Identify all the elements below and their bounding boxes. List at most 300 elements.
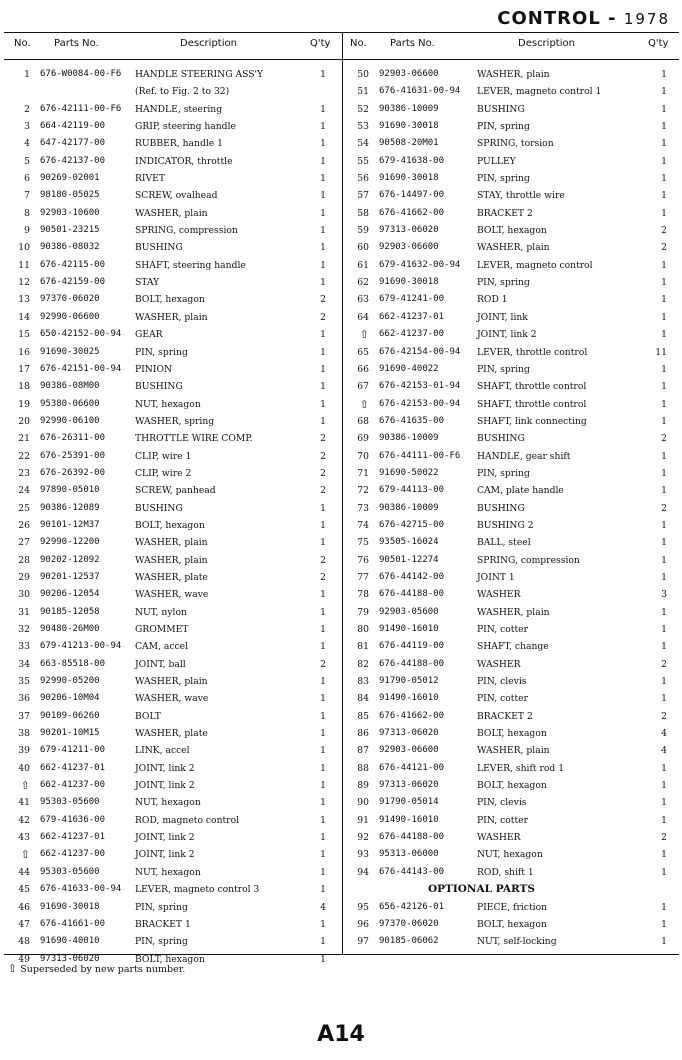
- item-number: 4: [24, 138, 30, 150]
- item-number: 90: [357, 797, 369, 809]
- part-description: NUT, hexagon: [135, 797, 201, 809]
- part-description: LINK, accel: [135, 745, 190, 757]
- table-row: [343, 760, 679, 777]
- quantity: 1: [320, 814, 326, 826]
- quantity: 1: [320, 415, 326, 427]
- header-qty: Q'ty: [310, 38, 331, 49]
- item-number: 24: [18, 485, 30, 497]
- item-number: 34: [18, 658, 30, 670]
- item-number: 83: [357, 676, 369, 688]
- part-description: THROTTLE WIRE COMP.: [135, 433, 253, 445]
- optional-parts-heading: OPTIONAL PARTS: [428, 883, 535, 896]
- table-row: [343, 673, 679, 690]
- part-number: 676-42154-00-94: [379, 346, 461, 357]
- part-number: 91690-40022: [379, 363, 439, 374]
- quantity: 1: [661, 693, 667, 705]
- part-number: 679-41636-00: [40, 814, 106, 825]
- part-description: STAY, throttle wire: [477, 190, 565, 202]
- part-description: GRIP, steering handle: [135, 121, 236, 133]
- table-row: [343, 517, 679, 534]
- quantity: 1: [661, 381, 667, 393]
- table-row: [4, 430, 342, 447]
- part-number: 90185-12058: [40, 606, 100, 617]
- table-row: [4, 222, 342, 239]
- item-number: 97: [357, 936, 369, 948]
- quantity: 1: [661, 277, 667, 289]
- table-row: [4, 205, 342, 222]
- part-number: 676-44188-00: [379, 658, 445, 669]
- quantity: 1: [661, 814, 667, 826]
- item-number: 61: [357, 259, 369, 271]
- quantity: 1: [320, 797, 326, 809]
- part-number: 90269-02001: [40, 173, 100, 184]
- part-description: SPRING, torsion: [477, 138, 554, 150]
- part-number: 676-26392-00: [40, 467, 106, 478]
- item-number: 95: [357, 901, 369, 913]
- table-row: [343, 274, 679, 291]
- part-description: BOLT, hexagon: [135, 294, 205, 306]
- table-row: [343, 187, 679, 204]
- table-row: [4, 309, 342, 326]
- part-description: JOINT, link 2: [135, 832, 195, 844]
- part-number: 97890-05010: [40, 485, 100, 496]
- item-number: 5: [24, 155, 30, 167]
- part-description: WASHER, plain: [477, 606, 550, 618]
- header-parts-no: Parts No.: [390, 38, 435, 49]
- item-number: 13: [18, 294, 30, 306]
- item-number: 40: [18, 762, 30, 774]
- table-row: [4, 899, 342, 916]
- part-description: WASHER: [477, 589, 521, 601]
- part-description: PULLEY: [477, 155, 516, 167]
- item-number: 44: [18, 866, 30, 878]
- table-row: [343, 465, 679, 482]
- item-number: 96: [357, 918, 369, 930]
- table-row: [4, 760, 342, 777]
- table-row: [343, 829, 679, 846]
- item-number: 10: [18, 242, 30, 254]
- part-description: GROMMET: [135, 624, 189, 635]
- part-description: BRACKET 1: [135, 918, 191, 930]
- item-number: 50: [357, 69, 369, 80]
- part-description: BUSHING: [477, 433, 525, 445]
- table-row: [343, 66, 679, 83]
- part-description: NUT, nylon: [135, 606, 187, 618]
- part-description: PIECE, friction: [477, 901, 548, 913]
- item-number: 19: [18, 398, 30, 410]
- part-number: 676-41635-00: [379, 415, 445, 426]
- table-row: [343, 413, 679, 430]
- item-number: 63: [357, 294, 369, 306]
- part-number: 92903-06600: [379, 242, 439, 253]
- item-number: 12: [18, 277, 30, 289]
- part-number: 679-44113-00: [379, 485, 445, 496]
- table-row: [343, 170, 679, 187]
- quantity: 1: [661, 519, 667, 531]
- quantity: 4: [320, 901, 326, 913]
- table-row: [4, 135, 342, 152]
- part-description: PIN, spring: [477, 173, 530, 185]
- table-row: [4, 690, 342, 707]
- item-number: 85: [357, 710, 369, 722]
- table-row: [4, 864, 342, 881]
- part-number: 662-41237-01: [40, 832, 106, 843]
- item-number: 45: [18, 884, 30, 896]
- quantity: 1: [320, 242, 326, 254]
- table-row: [343, 239, 679, 256]
- quantity: 1: [661, 69, 667, 80]
- table-row: [4, 552, 342, 569]
- quantity: 2: [661, 225, 667, 237]
- quantity: 1: [320, 398, 326, 410]
- part-number: 91690-40010: [40, 936, 100, 947]
- quantity: 1: [320, 381, 326, 393]
- right-column: [343, 66, 679, 951]
- part-description: NUT, hexagon: [477, 849, 543, 861]
- part-number: 90101-12M37: [40, 519, 100, 530]
- part-number: 662-41237-00: [40, 849, 106, 860]
- table-row: [343, 846, 679, 863]
- superseded-arrow-icon: ⇧: [8, 962, 18, 975]
- part-description: PIN, spring: [477, 277, 530, 289]
- quantity: 1: [320, 277, 326, 289]
- quantity: 1: [320, 866, 326, 878]
- part-number: 97370-06020: [379, 918, 439, 929]
- item-number: 89: [357, 780, 369, 792]
- table-row: [4, 361, 342, 378]
- quantity: 1: [320, 207, 326, 219]
- quantity: 1: [661, 415, 667, 427]
- part-description: BALL, steel: [477, 537, 531, 549]
- part-number: 90508-20M01: [379, 138, 439, 149]
- quantity: 2: [320, 571, 326, 583]
- quantity: 4: [661, 745, 667, 757]
- part-description: BOLT, hexagon: [477, 918, 547, 930]
- part-description: SPRING, compression: [135, 225, 238, 237]
- table-row: [343, 586, 679, 603]
- part-number: 676-41662-00: [379, 710, 445, 721]
- item-number: 54: [357, 138, 369, 150]
- part-description: SPRING, compression: [477, 554, 580, 566]
- quantity: 1: [320, 589, 326, 601]
- table-row: [343, 638, 679, 655]
- part-description: GEAR: [135, 329, 163, 341]
- part-number: 90109-06260: [40, 710, 100, 721]
- quantity: 1: [661, 606, 667, 618]
- quantity: 1: [320, 363, 326, 375]
- part-number: 91790-05014: [379, 797, 439, 808]
- item-number: 87: [357, 745, 369, 757]
- item-number: 32: [18, 624, 30, 635]
- quantity: 2: [320, 311, 326, 323]
- part-number: 91690-30018: [40, 901, 100, 912]
- part-number: 90185-06062: [379, 936, 439, 947]
- part-description: NUT, hexagon: [135, 866, 201, 878]
- quantity: 1: [661, 849, 667, 861]
- quantity: 1: [661, 190, 667, 202]
- part-number: 90501-23215: [40, 225, 100, 236]
- item-number: 36: [18, 693, 30, 705]
- part-description: CAM, plate handle: [477, 485, 564, 497]
- item-number: 76: [357, 554, 369, 566]
- quantity: 1: [320, 624, 326, 635]
- item-number: 51: [357, 86, 369, 98]
- part-number: 664-42119-00: [40, 121, 106, 132]
- table-row: [343, 742, 679, 759]
- part-description: PIN, cotter: [477, 624, 528, 635]
- table-row: [4, 846, 342, 863]
- quantity: 1: [320, 537, 326, 549]
- item-number: 53: [357, 121, 369, 133]
- table-row: [343, 500, 679, 517]
- quantity: 1: [320, 728, 326, 740]
- quantity: 1: [320, 710, 326, 722]
- part-description: ROD 1: [477, 294, 508, 306]
- part-number: 662-41237-01: [40, 762, 106, 773]
- item-number: 59: [357, 225, 369, 237]
- item-number: 3: [24, 121, 30, 133]
- table-row: [4, 66, 342, 83]
- part-number: 676-42115-00: [40, 259, 106, 270]
- table-row: [4, 725, 342, 742]
- quantity: 1: [320, 849, 326, 861]
- header-parts-no: Parts No.: [54, 38, 99, 49]
- quantity: 1: [661, 467, 667, 479]
- part-number: 676-44121-00: [379, 762, 445, 773]
- part-description: LEVER, shift rod 1: [477, 762, 565, 774]
- part-number: 90201-12537: [40, 571, 100, 582]
- quantity: 2: [320, 554, 326, 566]
- quantity: 1: [661, 901, 667, 913]
- item-number: 2: [24, 103, 30, 115]
- quantity: 1: [320, 190, 326, 202]
- page-number: A14: [317, 1022, 365, 1047]
- table-row: [4, 101, 342, 118]
- quantity: 1: [661, 329, 667, 341]
- table-row: [343, 604, 679, 621]
- quantity: 1: [661, 866, 667, 878]
- table-row: [343, 482, 679, 499]
- quantity: 3: [661, 589, 667, 601]
- table-row: [343, 552, 679, 569]
- item-number: 30: [18, 589, 30, 601]
- table-row: [343, 205, 679, 222]
- table-row: [343, 569, 679, 586]
- part-description: HANDLE, steering: [135, 103, 223, 115]
- part-description: JOINT, ball: [135, 658, 186, 670]
- part-number: 95313-06000: [379, 849, 439, 860]
- table-row: [4, 187, 342, 204]
- item-number: 88: [357, 762, 369, 774]
- item-number: 49: [18, 953, 30, 965]
- item-number: 27: [18, 537, 30, 549]
- quantity: 1: [320, 676, 326, 688]
- item-number: 25: [18, 502, 30, 514]
- item-number: 9: [24, 225, 30, 237]
- quantity: 1: [661, 311, 667, 323]
- title-year: 1978: [623, 10, 670, 28]
- quantity: 1: [661, 676, 667, 688]
- part-description: JOINT, link 2: [135, 780, 195, 792]
- item-number: 55: [357, 155, 369, 167]
- quantity: 1: [661, 207, 667, 219]
- item-number: 73: [357, 502, 369, 514]
- quantity: 1: [661, 173, 667, 185]
- item-number: 8: [24, 207, 30, 219]
- part-description: WASHER, wave: [135, 589, 209, 601]
- part-number: 91490-16010: [379, 693, 439, 704]
- part-number: 676-25391-00: [40, 450, 106, 461]
- part-description: CAM, accel: [135, 641, 189, 653]
- quantity: 1: [320, 884, 326, 896]
- part-number: 97313-06020: [379, 780, 439, 791]
- part-description: SHAFT, change: [477, 641, 549, 653]
- table-row: [343, 916, 679, 933]
- item-number: 56: [357, 173, 369, 185]
- quantity: 2: [661, 242, 667, 254]
- part-description: PIN, spring: [477, 121, 530, 133]
- quantity: 1: [661, 363, 667, 375]
- quantity: 2: [320, 294, 326, 306]
- part-number: 98180-05025: [40, 190, 100, 201]
- part-description: CLIP, wire 2: [135, 467, 192, 479]
- table-row: [343, 344, 679, 361]
- superseded-arrow-icon: ⇧: [20, 779, 30, 793]
- table-row: [343, 361, 679, 378]
- table-row: [343, 794, 679, 811]
- table-row: [343, 656, 679, 673]
- quantity: 2: [320, 467, 326, 479]
- part-description: NUT, self-locking: [477, 936, 557, 948]
- part-description: JOINT, link 2: [135, 762, 195, 774]
- quantity: 1: [661, 797, 667, 809]
- part-number: 676-42153-01-94: [379, 381, 461, 392]
- table-row: [4, 881, 342, 898]
- quantity: 1: [320, 155, 326, 167]
- part-number: 90386-12089: [40, 502, 100, 513]
- table-row: [343, 118, 679, 135]
- table-row: [4, 465, 342, 482]
- part-description: BOLT, hexagon: [135, 519, 205, 531]
- table-row: [4, 673, 342, 690]
- quantity: 1: [661, 155, 667, 167]
- part-description: BUSHING: [477, 103, 525, 115]
- part-number: 95303-05600: [40, 866, 100, 877]
- quantity: 1: [661, 294, 667, 306]
- quantity: 1: [320, 641, 326, 653]
- part-number: 91690-50022: [379, 467, 439, 478]
- part-number: 676-26311-00: [40, 433, 106, 444]
- quantity: 1: [320, 693, 326, 705]
- part-description: LEVER, throttle control: [477, 346, 588, 358]
- part-description: LEVER, magneto control 1: [477, 86, 602, 98]
- item-number: 23: [18, 467, 30, 479]
- part-number: 676-42153-00-94: [379, 398, 461, 409]
- part-number: 92903-06600: [379, 745, 439, 756]
- table-row: [343, 222, 679, 239]
- quantity: 1: [320, 502, 326, 514]
- table-row: [343, 396, 679, 413]
- part-description: WASHER, plain: [135, 537, 208, 549]
- quantity: 11: [655, 346, 667, 358]
- part-number: 90501-12274: [379, 554, 439, 565]
- part-number: 97313-06020: [40, 953, 100, 964]
- part-number: 662-41237-00: [40, 780, 106, 791]
- part-number: 663-85518-00: [40, 658, 106, 669]
- table-row: [4, 326, 342, 343]
- item-number: 84: [357, 693, 369, 705]
- item-number: 66: [357, 363, 369, 375]
- table-row: [343, 101, 679, 118]
- table-row: [4, 83, 342, 100]
- table-row: [343, 899, 679, 916]
- table-row: [4, 482, 342, 499]
- table-row: [4, 656, 342, 673]
- table-row: [4, 812, 342, 829]
- part-number: 90206-12054: [40, 589, 100, 600]
- part-number: 91690-30018: [379, 121, 439, 132]
- item-number: 21: [18, 433, 30, 445]
- part-description: (Ref. to Fig. 2 to 32): [135, 86, 230, 98]
- table-row: [4, 933, 342, 950]
- item-number: 7: [24, 190, 30, 202]
- quantity: 1: [320, 69, 326, 80]
- part-description: BUSHING: [477, 502, 525, 514]
- quantity: 1: [661, 780, 667, 792]
- table-row: [343, 257, 679, 274]
- quantity: 1: [320, 519, 326, 531]
- quantity: 1: [661, 450, 667, 462]
- part-description: INDICATOR, throttle: [135, 155, 233, 167]
- item-number: 18: [18, 381, 30, 393]
- quantity: 1: [661, 624, 667, 635]
- title-text: CONTROL -: [497, 8, 617, 29]
- part-number: 97313-06020: [379, 225, 439, 236]
- part-description: WASHER, plate: [135, 728, 208, 740]
- part-number: 90386-10009: [379, 103, 439, 114]
- item-number: 86: [357, 728, 369, 740]
- part-number: 676-44142-00: [379, 571, 445, 582]
- table-row: [343, 621, 679, 638]
- quantity: 1: [320, 953, 326, 965]
- quantity: 1: [320, 745, 326, 757]
- item-number: 11: [18, 259, 30, 271]
- item-number: 67: [357, 381, 369, 393]
- part-number: 647-42177-00: [40, 138, 106, 149]
- quantity: 2: [320, 433, 326, 445]
- table-row: [343, 291, 679, 308]
- part-number: 91690-30018: [379, 173, 439, 184]
- item-number: 94: [357, 866, 369, 878]
- part-description: BOLT, hexagon: [477, 225, 547, 237]
- superseded-arrow-icon: ⇧: [359, 328, 369, 342]
- part-number: 90386-10009: [379, 502, 439, 513]
- part-number: 95380-06600: [40, 398, 100, 409]
- quantity: 1: [320, 762, 326, 774]
- part-description: PIN, clevis: [477, 797, 527, 809]
- table-row: [343, 881, 679, 898]
- part-description: PIN, spring: [135, 346, 188, 358]
- item-number: 72: [357, 485, 369, 497]
- quantity: 1: [661, 537, 667, 549]
- part-description: RIVET: [135, 173, 166, 185]
- part-number: 676-44188-00: [379, 832, 445, 843]
- quantity: 1: [661, 138, 667, 150]
- part-description: WASHER, spring: [135, 415, 215, 427]
- part-description: ROD, shift 1: [477, 866, 534, 878]
- part-description: SHAFT, throttle control: [477, 381, 587, 393]
- quantity: 1: [661, 485, 667, 497]
